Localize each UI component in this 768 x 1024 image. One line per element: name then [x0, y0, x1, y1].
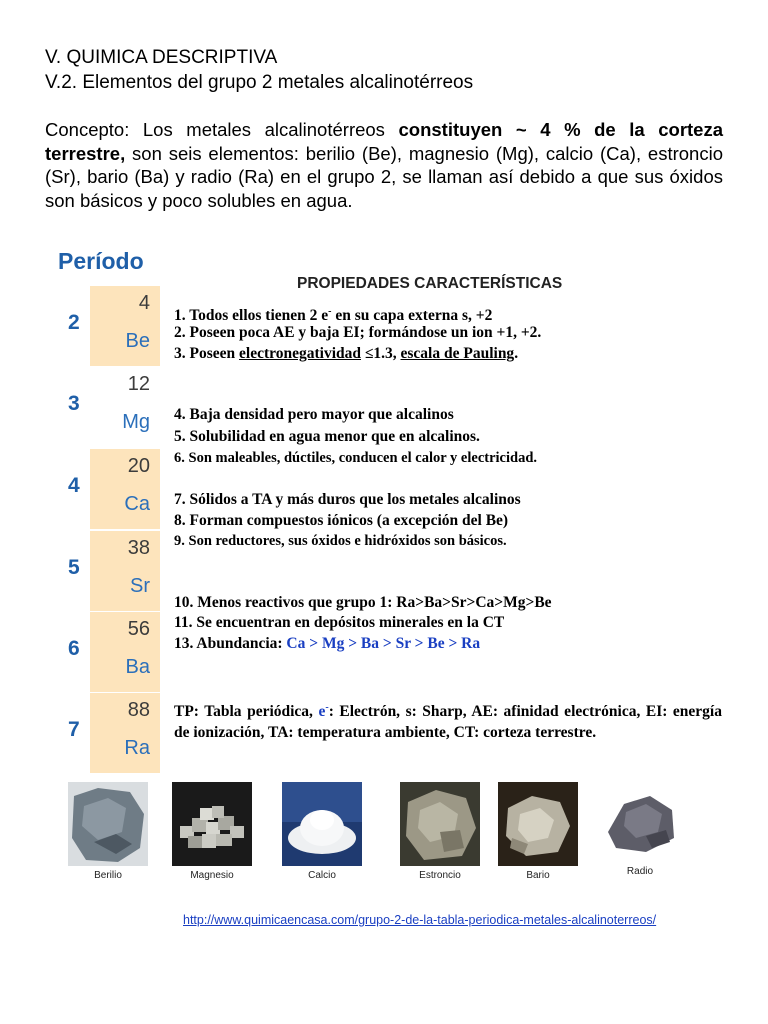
- period-row: [60, 367, 160, 447]
- concept-text-start: Concepto: Los metales alcalinotérreos: [45, 119, 399, 140]
- period-row: [60, 531, 160, 611]
- property-1-superscript: -: [328, 306, 332, 317]
- property-1-text-b: en su capa externa s, +2: [331, 307, 493, 325]
- beryllium-sample-icon: [68, 782, 148, 866]
- concept-text-end: son seis elementos: berilio (Be), magnesio (Mg), calcio (Ca), estroncio (Sr), bario (Ba) y radio (Ra) en el grupo 2, se llaman así debido a que sus óxidos son básicos y poco solubles en agua.: [45, 142, 723, 211]
- strontium-sample-icon: [400, 782, 480, 866]
- pauling-scale-term: escala de Pauling: [400, 345, 515, 362]
- legend-text-b: : Electrón, s: Sharp, AE: afinidad electrónica, EI: energía de ionización, TA: temperatura ambiente, CT: corteza terrestre.: [174, 703, 722, 742]
- period-number: 3: [68, 392, 80, 415]
- atomic-number: 4: [138, 292, 150, 314]
- element-symbol: Ra: [124, 737, 150, 759]
- element-cell: [90, 693, 160, 773]
- property-item-7: 7. Sólidos a TA y más duros que los metales alcalinos: [174, 491, 521, 508]
- property-item-1: [174, 302, 492, 325]
- period-number: 5: [68, 556, 80, 579]
- legend-electron-symbol: e: [318, 703, 326, 721]
- period-number: 4: [68, 474, 80, 497]
- element-symbol: Be: [125, 330, 150, 352]
- concept-text-bold: constituyen ~ 4 % de la corteza terrestre,: [45, 119, 724, 164]
- period-row: [60, 693, 160, 773]
- property-item-3: [174, 344, 518, 363]
- abbreviations-legend: [174, 697, 722, 743]
- period-number: 7: [68, 718, 80, 741]
- photo-label: Radio: [626, 866, 654, 877]
- property-item-13: [174, 634, 480, 653]
- source-link[interactable]: http://www.quimicaencasa.com/grupo-2-de-la-tabla-periodica-metales-alcalinoterreos/: [183, 913, 657, 927]
- element-cell: [90, 286, 160, 366]
- abundance-order: Ca > Mg > Ba > Sr > Be > Ra: [286, 635, 481, 652]
- element-cell: [90, 612, 160, 692]
- atomic-number: 38: [127, 537, 150, 559]
- photo-label: Bario: [526, 870, 550, 881]
- element-symbol: Mg: [122, 411, 150, 433]
- property-item-11: 11. Se encuentran en depósitos minerales en la CT: [174, 614, 505, 631]
- element-symbol: Sr: [130, 575, 150, 597]
- atomic-number: 56: [127, 618, 150, 640]
- legend-electron-superscript: -: [325, 702, 329, 713]
- property-3-text-a: 3. Poseen: [174, 345, 240, 362]
- property-item-8: 8. Forman compuestos iónicos (a excepción del Be): [174, 512, 509, 529]
- photo-label: Calcio: [308, 870, 336, 881]
- radium-sample-icon: [600, 782, 680, 866]
- document-subtitle: V.2. Elementos del grupo 2 metales alcalinotérreos: [45, 72, 474, 93]
- photo-label: Estroncio: [419, 870, 461, 881]
- element-cell: [90, 367, 160, 447]
- property-item-4: 4. Baja densidad pero mayor que alcalinos: [174, 406, 454, 423]
- property-item-10: 10. Menos reactivos que grupo 1: Ra>Ba>Sr>Ca>Mg>Be: [174, 594, 552, 611]
- property-item-2: 2. Poseen poca AE y baja EI; formándose un ion +1, +2.: [174, 324, 542, 341]
- period-column-title: Período: [58, 248, 144, 274]
- element-symbol: Ba: [125, 656, 150, 678]
- property-item-9: 9. Son reductores, sus óxidos e hidróxidos son básicos.: [174, 533, 507, 549]
- period-number: 6: [68, 637, 80, 660]
- property-3-text-c: ≤1.3,: [361, 345, 401, 362]
- property-13-label: 13. Abundancia:: [174, 635, 287, 652]
- legend-text-a: TP: Tabla periódica,: [174, 703, 319, 721]
- electronegativity-term: electronegatividad: [239, 345, 361, 362]
- property-item-5: 5. Solubilidad en agua menor que en alcalinos.: [174, 428, 480, 445]
- period-row: [60, 612, 160, 692]
- atomic-number: 20: [127, 455, 150, 477]
- document-title: V. QUIMICA DESCRIPTIVA: [45, 47, 278, 68]
- period-row: [60, 449, 160, 529]
- property-item-6: 6. Son maleables, dúctiles, conducen el calor y electricidad.: [174, 450, 538, 466]
- photo-label: Berilio: [94, 870, 122, 881]
- period-number: 2: [68, 311, 80, 334]
- barium-sample-icon: [498, 782, 578, 866]
- atomic-number: 12: [127, 373, 150, 395]
- element-cell: [90, 531, 160, 611]
- element-cell: [90, 449, 160, 529]
- properties-title: PROPIEDADES CARACTERÍSTICAS: [297, 275, 563, 292]
- concept-paragraph: [45, 118, 723, 212]
- element-symbol: Ca: [124, 493, 150, 515]
- magnesium-sample-icon: [172, 782, 252, 866]
- photo-label: Magnesio: [190, 870, 234, 881]
- property-1-text-a: 1. Todos ellos tienen 2 e: [174, 307, 329, 325]
- calcium-sample-icon: [282, 782, 362, 866]
- element-photos-strip: [62, 778, 708, 890]
- period-row: [60, 286, 160, 366]
- property-3-text-e: .: [514, 345, 519, 362]
- atomic-number: 88: [127, 699, 150, 721]
